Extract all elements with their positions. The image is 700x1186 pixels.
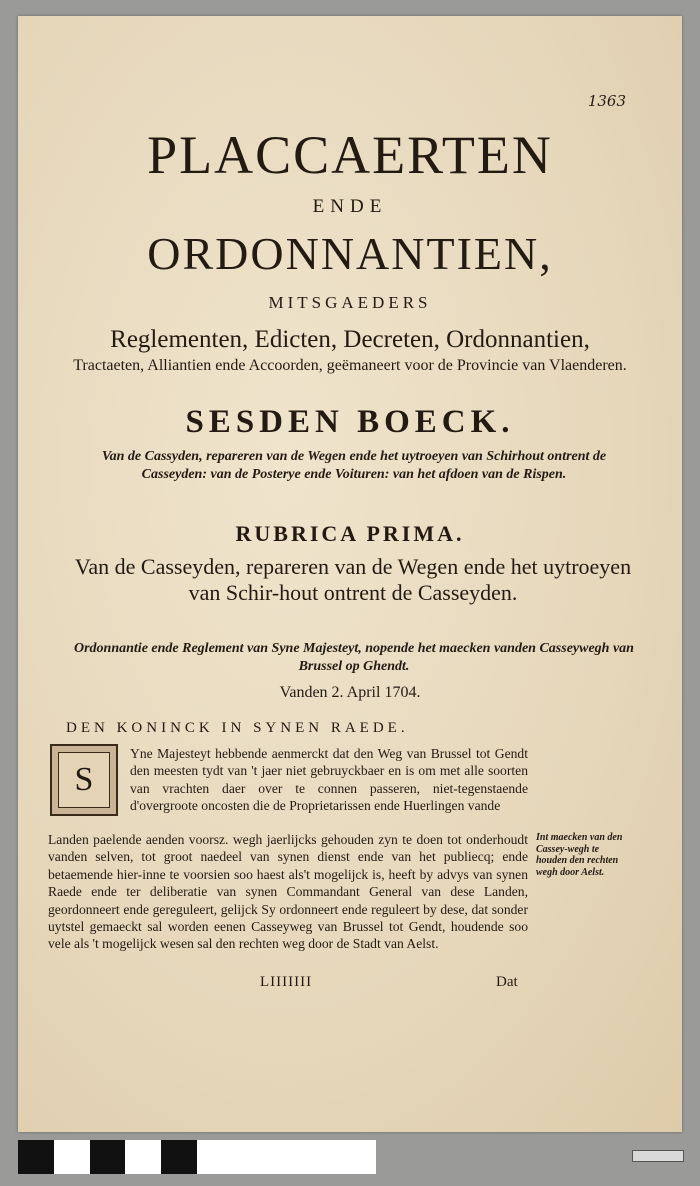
main-title: PLACCAERTEN — [147, 125, 553, 185]
scale-segment — [340, 1140, 376, 1174]
scale-segment — [54, 1140, 90, 1174]
scale-segment — [125, 1140, 161, 1174]
signature-mark: LIIIIIII — [260, 974, 313, 990]
color-scale-bar — [18, 1140, 376, 1174]
scale-segment — [304, 1140, 340, 1174]
document-page — [18, 16, 682, 1132]
scale-segment — [18, 1140, 54, 1174]
reglementen-line: Reglementen, Edicten, Decreten, Ordonnantien, — [110, 326, 590, 353]
ordonnantie-heading: Ordonnantie ende Reglement van Syne Majesteyt, nopende het maecken vanden Casseywegh van Brussel op Ghendt. — [74, 641, 634, 675]
book-heading: SESDEN BOECK. — [185, 404, 515, 440]
scale-segment — [90, 1140, 126, 1174]
initial-letter: S — [58, 752, 110, 808]
body-text-first: Yne Majesteyt hebbende aenmerckt dat den Weg van Brussel tot Gendt den meesten tydt van 't jaer niet gebruyckbaer en is om met alle soorten van vrachten daer over te connen passeren, niet-tegenstaende d'overgroote oncosten die de Proprietarissen ende Huerlingen vande — [130, 746, 528, 814]
margin-note: Int maecken van den Cassey-wegh te houden den rechten wegh door Aelst. — [536, 832, 623, 878]
scale-segment — [197, 1140, 233, 1174]
body-text-rest: Landen paelende aenden voorsz. wegh jaerlijcks gehouden zyn te doen tot onderhoudt vanden selven, tot groot naedeel van synen dienst ende van het publiecq; ende betaemende hier-inne te voorsien soo haest als't mogelijck is, heeft by advys van synen Raede ende ter deliberatie van synen Commandant General van dese Landen, geordonneert ende gereguleert, gelijck Sy ordonneert ende reguleert by dese, dat sonder uytstel gemaeckt sal worden eenen Casseyweg van Brussel tot Gendt, houdende soo vele als 't mogelijck wesen sal den rechten weg door de Stadt van Aelst. — [48, 832, 528, 952]
scale-segment — [161, 1140, 197, 1174]
scale-label — [632, 1150, 684, 1162]
rubrica-heading: RUBRICA PRIMA. — [235, 521, 465, 546]
mitsgaeders-line: MITSGAEDERS — [268, 293, 432, 312]
rubrica-title: Van de Casseyden, repareren van de Wegen ende het uytroeyen van Schir-hout ontrent de Casseyden. — [74, 554, 632, 606]
koninck-heading: DEN KONINCK IN SYNEN RAEDE. — [66, 720, 409, 736]
page-number: 1363 — [587, 92, 626, 110]
scale-segment — [233, 1140, 269, 1174]
ordinance-date: Vanden 2. April 1704. — [279, 684, 421, 701]
second-title: ORDONNANTIEN, — [147, 228, 553, 279]
scale-segment — [269, 1140, 305, 1174]
decorated-initial — [50, 744, 118, 816]
title-conjunction: ENDE — [312, 196, 388, 217]
catchword: Dat — [496, 974, 518, 990]
book-subtitle: Van de Cassyden, repareren van de Wegen ende het uytroeyen van Schirhout ontrent de Casseyden: van de Posterye ende Voituren: van het afdoen van de Rispen. — [101, 449, 607, 483]
tractaeten-line: Tractaeten, Alliantien ende Accoorden, geëmaneert voor de Provincie van Vlaenderen. — [73, 357, 627, 374]
